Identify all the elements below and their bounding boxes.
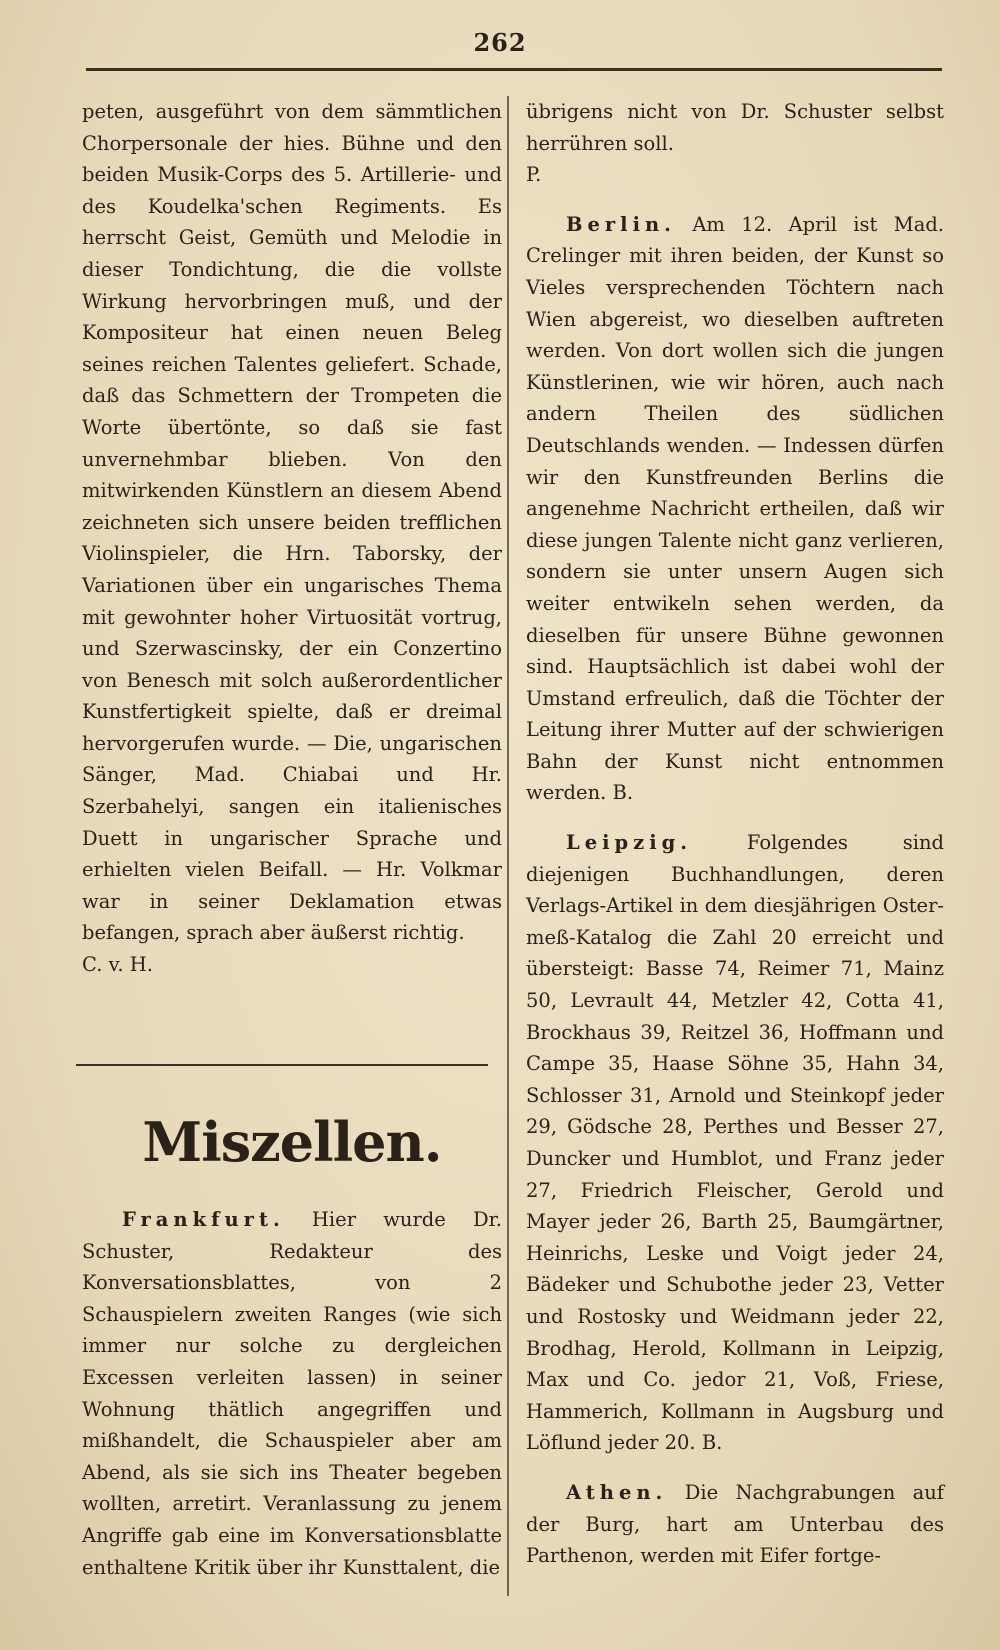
section-heading: Miszellen. — [142, 1110, 442, 1174]
frankfurt-text: Hier wurde Dr. Schuster, Redakteur des Konversationsblattes, von 2 Schauspielern zweiten Ranges (wie sich immer nur solche zu dergleichen Excessen verleiten lassen) in seiner Wohnung thätlich angegriffen und mißhandelt, die Schauspieler aber am Abend, als sie sich ins Theater begeben wollten, arretirt. Veranlassung zu jenem Angriffe gab eine im Konversationsblatte enthaltene Kritik über ihr Kunsttalent, die — [82, 1208, 502, 1579]
place-leipzig: Leipzig. — [566, 831, 693, 855]
place-berlin: Berlin. — [566, 212, 676, 236]
signature-p: P. — [526, 163, 542, 187]
signature-b1: B. — [612, 781, 634, 805]
left-column-lower — [82, 1204, 502, 1583]
athen-text: Die Nachgrabungen auf der Burg, hart am Unterbau des Parthenon, werden mit Eifer fortge- — [526, 1480, 945, 1568]
continuation-text: übrigens nicht von Dr. Schuster selbst herrühren soll. — [526, 100, 944, 155]
column-divider — [507, 96, 509, 1596]
berlin-paragraph — [526, 209, 944, 809]
leipzig-text: Folgendes sind diejenigen Buchhandlungen, deren Verlags-Artikel in dem diesjährigen Oster-meß-Katalog die Zahl 20 erreicht und übersteigt: Basse 74, Reimer 71, Mainz 50, Levrault 44, Metzler 42, Cotta 41, Brockhaus 39, Reitzel 36, Hoffmann und Campe 35, Haase Söhne 35, Hahn 34, Schlosser 31, Arnold und Steinkopf jeder 29, Gödsche 28, Perthes und Besser 27, Duncker und Humblot, und Franz jeder 27, Friedrich Fleischer, Gerold und Mayer jeder 26, Barth 25, Baumgärtner, Heinrichs, Leske und Voigt jeder 24, Bädeker und Schubothe jeder 23, Vetter und Rostosky und Weidmann jeder 22, Brodhag, Herold, Kollmann in Leipzig, Max und Co. jedor 21, Voß, Friese, Hammerich, Kollmann in Augsburg und Löflund jeder 20. — [526, 831, 944, 1455]
spacer — [526, 809, 944, 827]
berlin-text: Am 12. April ist Mad. Crelinger mit ihren beiden, der Kunst so Vieles versprechenden Töchtern nach Wien abgereist, wo dieselben auftreten werden. Von dort wollen sich die jungen Künstlerinen, wie wir hören, auch nach andern Theilen des südlichen Deutschlands wenden. — Indessen dürfen wir den Kunstfreunden Berlins die angenehme Nachricht ertheilen, daß wir diese jungen Talente nicht ganz verlieren, sondern sie unter unsern Augen sich weiter entwikeln sehen werden, da dieselben für unsere Bühne gewonnen sind. Hauptsächlich ist dabei wohl der Umstand erfreulich, daß die Töchter der Leitung ihrer Mutter auf der schwierigen Bahn der Kunst nicht entnommen werden. — [526, 212, 945, 805]
signature-b2: B. — [701, 1431, 723, 1455]
signature-cvh: C. v. H. — [82, 953, 153, 977]
place-athen: Athen. — [566, 1480, 668, 1504]
athen-paragraph — [526, 1477, 944, 1572]
left-column — [82, 96, 502, 981]
right-column — [526, 96, 944, 1572]
header-rule — [86, 68, 942, 71]
place-frankfurt: Frankfurt. — [122, 1208, 285, 1231]
leipzig-paragraph — [526, 827, 944, 1459]
spacer — [526, 191, 944, 209]
page-number: 262 — [473, 28, 527, 57]
left-paragraph-1: peten, ausgeführt von dem sämmtlichen Chorpersonale der hies. Bühne und den beiden Musik-Corps des 5. Artillerie- und des Koudelka'schen Regiments. Es herrscht Geist, Gemüth und Melodie in dieser Tondichtung, die die vollste Wirkung hervorbringen muß, und der Kompositeur hat einen neuen Beleg seines reichen Talentes geliefert. Schade, daß das Schmettern der Trompeten die Worte übertönte, so daß sie fast unvernehmbar blieben. Von den mitwirkenden Künstlern an diesem Abend zeichneten sich unsere beiden trefflichen Violinspieler, die Hrn. Taborsky, der Variationen über ein ungarisches Thema mit gewohnter hoher Virtuosität vortrug, und Szerwascinsky, der ein Conzertino von Benesch mit solch außerordentlicher Kunstfertigkeit spielte, daß er dreimal hervorgerufen wurde. — Die, ungarischen Sänger, Mad. Chiabai und Hr. Szerbahelyi, sangen ein italienisches Duett in ungarischer Sprache und erhielten vielen Beifall. — Hr. Volkmar war in seiner Deklamation etwas befangen, sprach aber äußerst richtig. — [82, 100, 502, 945]
spacer — [526, 1459, 944, 1477]
frankfurt-paragraph — [82, 1204, 502, 1583]
section-rule — [76, 1064, 488, 1066]
